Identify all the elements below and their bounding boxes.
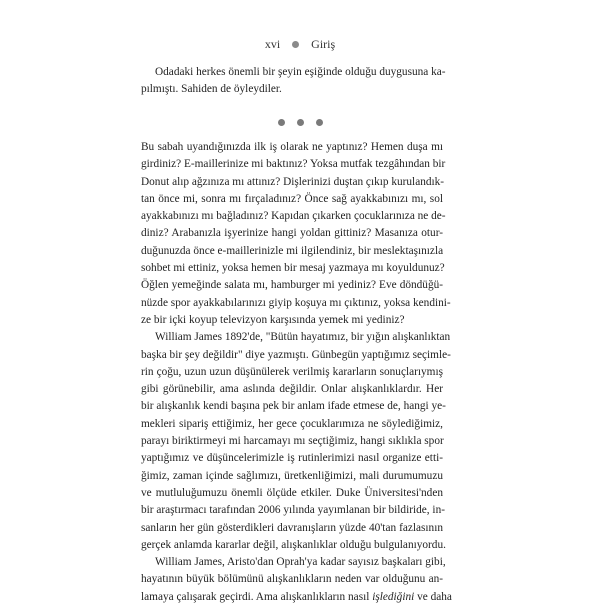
text-line: William James, Aristo'dan Oprah'ya kadar sayısız başkaları gibi,	[155, 556, 446, 569]
text-line: bir araştırmacı tarafından 2006 yılında yayımlanan bir bildiride, in-	[141, 504, 445, 517]
page-number: xvi	[264, 37, 281, 51]
separator-dot-icon	[292, 41, 299, 48]
text-line: ğimiz, zaman içinde sağlımızı, üretkenliğimizi, mali durumumuzu	[141, 469, 443, 482]
paragraph	[141, 554, 452, 606]
text-line: ve mutluluğumuzu önemli ölçüde etkiler. Duke Üniversitesi'nden	[141, 486, 443, 499]
text-line: William James 1892'de, "Bütün hayatımız, bir yığın alışkanlıktan	[155, 331, 451, 344]
text-line: parayı biriktirmeyi mi harcamayı mı seçtiğimiz, hangi sıklıkla spor	[141, 435, 444, 448]
text-line: ayakkabınızı mı bağladınız? Kapıdan çıkarken çocuklarınıza ne de-	[141, 210, 446, 223]
ornament-dot-icon	[278, 119, 285, 126]
intro-paragraph	[141, 64, 446, 99]
text-line: mekleri sipariş ettiğimiz, her gece çocuklarımıza ne söylediğimiz,	[141, 417, 443, 430]
text-line: gibi görünebilir, ama aslında değildir. Onlar alışkanlıklardır. Her	[141, 383, 443, 396]
emphasized-word: işlediğini	[372, 590, 415, 603]
text-line: rin çoğu, uzun uzun düşünülerek verilmiş kararların sonuçlarıymış	[141, 365, 443, 378]
paragraph	[141, 329, 451, 554]
ornament-dot-icon	[316, 119, 323, 126]
text-line: tan önce mi, sonra mı fırçaladınız? Önce sağ ayakkabınızı mı, sol	[141, 192, 443, 205]
running-head	[0, 37, 600, 52]
text-line: Bu sabah uyandığınızda ilk iş olarak ne yaptınız? Hemen duşa mı	[141, 141, 443, 153]
ornament-dot-icon	[297, 119, 304, 126]
text-line: duğunuzda önce e-maillerinizle mi ilgilendiniz, bir meslektaşınızla	[141, 244, 444, 257]
text-line: diniz? Arabanızla işyerinize hangi yoldan gittiniz? Masanıza otur-	[141, 227, 443, 240]
text-line: Odadaki herkes önemli bir şeyin eşiğinde olduğu duygusuna ka-	[155, 66, 446, 78]
text-line: sanların her gün gösterdikleri davranışların yüzde 40'tan fazlasının	[141, 521, 443, 534]
text-line: Öğlen yemeğinde salata mı, hamburger mi yediniz? Eve döndüğü-	[141, 279, 443, 292]
text-line	[141, 589, 452, 606]
paragraph	[141, 139, 451, 329]
text-line: pılmıştı. Sahiden de öyleydiler.	[141, 83, 282, 96]
text-line: ze bir içki koyup televizyon karşısında yemek mi yediniz?	[141, 313, 405, 326]
text-line: hayatının büyük bölümünü alışkanlıkların neden var olduğunu an-	[141, 573, 443, 586]
text-line: nüzde spor ayakkabılarınızı giyip koşuya mı çıktınız, yoksa kendini-	[141, 296, 451, 309]
text-line: başka bir şey değildir" diye yazmıştı. Günbegün yaptığımız seçimle-	[141, 348, 451, 361]
text-line: bir alışkanlık kendi başına pek bir anlam ifade etmese de, hangi ye-	[141, 400, 446, 413]
text-line: girdiniz? E-maillerinize mi baktınız? Yoksa mutfak tezgâhından bir	[141, 158, 446, 171]
text-line: yaptığımız ve düşüncelerimizle iş rutinlerimizi nasıl organize etti-	[141, 452, 443, 465]
text-line: Donut alıp ağzınıza mı attınız? Dişlerinizi duştan çıkıp kurulandık-	[141, 175, 445, 188]
main-text	[141, 139, 452, 606]
text-run: lamaya çalışarak geçirdi. Ama alışkanlıkların nasıl	[141, 590, 373, 603]
text-line: gerçek anlamda kararlar değil, alışkanlıklar olduğu bulgulanıyordu.	[141, 538, 446, 551]
chapter-title: Giriş	[311, 37, 336, 51]
section-break	[0, 113, 600, 131]
text-line: sohbet mi ettiniz, yoksa hemen bir mesaj yazmaya mı koyuldunuz?	[141, 262, 445, 275]
text-run: ve daha	[414, 590, 452, 603]
